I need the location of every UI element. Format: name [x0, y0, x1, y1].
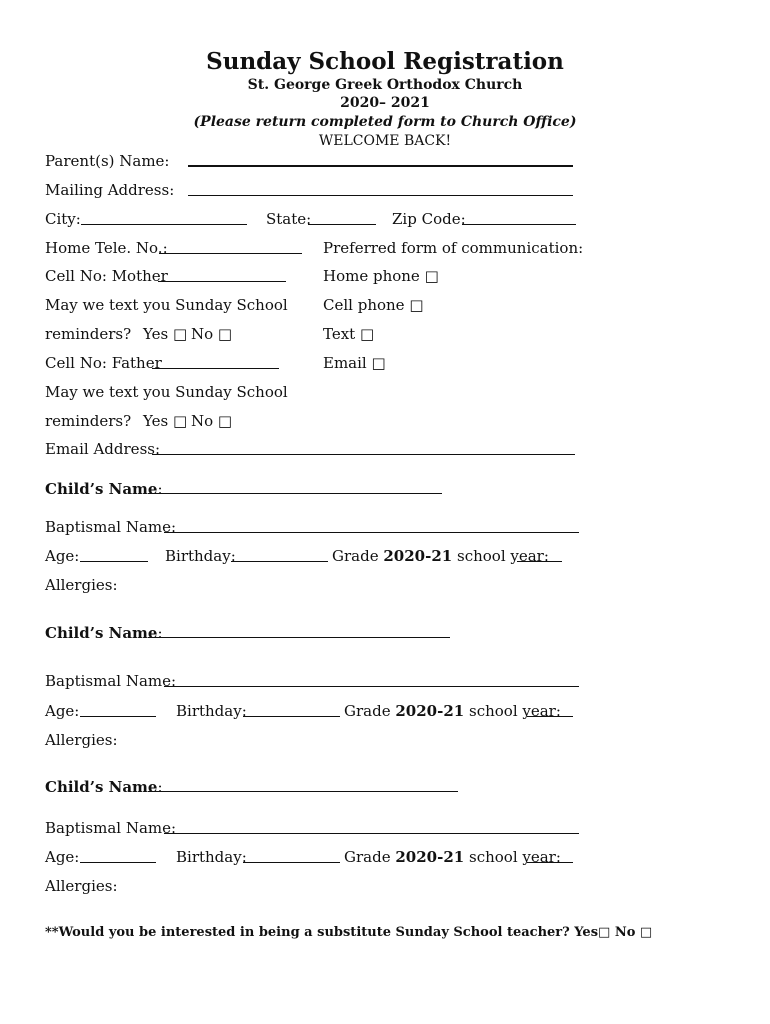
child-2-baptismal-field[interactable]	[164, 686, 579, 687]
child-3-name-label: Child’s Name:	[45, 778, 163, 796]
child-1-age-label: Age:	[45, 547, 80, 565]
reminders-label-mother: reminders?	[45, 325, 132, 343]
child-2-birthday-field[interactable]	[243, 716, 340, 717]
mailing-address-field[interactable]	[188, 195, 573, 196]
child-1-age-field[interactable]	[80, 561, 148, 562]
child-3-allergies-label: Allergies:	[45, 877, 118, 895]
state-label: State:	[266, 210, 312, 228]
text-question-mother: May we text you Sunday School	[45, 296, 288, 314]
child-3-grade-field[interactable]	[527, 862, 573, 863]
mother-yes-checkbox[interactable]: Yes □	[143, 325, 188, 343]
child-1-name-label: Child’s Name:	[45, 480, 163, 498]
child-1-birthday-label: Birthday:	[165, 547, 236, 565]
form-title: Sunday School Registration	[206, 48, 564, 75]
church-name: St. George Greek Orthodox Church	[247, 77, 523, 93]
child-1-baptismal-field[interactable]	[164, 532, 579, 533]
child-3-baptismal-label: Baptismal Name:	[45, 819, 177, 837]
text-question-father: May we text you Sunday School	[45, 383, 288, 401]
email-address-field[interactable]	[152, 454, 575, 455]
return-instruction: (Please return completed form to Church Office)	[193, 114, 577, 130]
child-1-baptismal-label: Baptismal Name:	[45, 518, 177, 536]
cell-father-field[interactable]	[152, 368, 279, 369]
school-year: 2020– 2021	[340, 95, 430, 111]
child-2-age-label: Age:	[45, 702, 80, 720]
home-tel-label: Home Tele. No.:	[45, 239, 168, 257]
parent-name-label: Parent(s) Name:	[45, 152, 170, 170]
child-3-age-label: Age:	[45, 848, 80, 866]
child-3-name-field[interactable]	[148, 791, 458, 792]
child-2-birthday-label: Birthday:	[176, 702, 247, 720]
child-2-name-field[interactable]	[148, 637, 450, 638]
cell-father-label: Cell No: Father	[45, 354, 162, 372]
child-3-age-field[interactable]	[80, 862, 156, 863]
zip-field[interactable]	[462, 224, 576, 225]
zip-label: Zip Code:	[392, 210, 466, 228]
city-label: City:	[45, 210, 81, 228]
home-tel-field[interactable]	[159, 253, 302, 254]
welcome-text: WELCOME BACK!	[318, 133, 452, 149]
substitute-teacher-question[interactable]: **Would you be interested in being a substitute Sunday School teacher? Yes□ No □	[45, 925, 653, 940]
home-phone-option[interactable]: Home phone □	[323, 267, 439, 285]
father-yes-checkbox[interactable]: Yes □	[143, 412, 188, 430]
cell-phone-option[interactable]: Cell phone □	[323, 296, 424, 314]
child-3-baptismal-field[interactable]	[164, 833, 579, 834]
child-3-birthday-label: Birthday:	[176, 848, 247, 866]
parent-name-field[interactable]	[188, 165, 573, 167]
child-2-name-label: Child’s Name:	[45, 624, 163, 642]
cell-mother-label: Cell No: Mother	[45, 267, 168, 285]
child-1-allergies-label: Allergies:	[45, 576, 118, 594]
email-option[interactable]: Email □	[323, 354, 386, 372]
child-1-grade-label: Grade 2020-21 school year:	[332, 547, 549, 565]
child-2-allergies-label: Allergies:	[45, 731, 118, 749]
child-2-baptismal-label: Baptismal Name:	[45, 672, 177, 690]
email-address-label: Email Address:	[45, 440, 161, 458]
child-2-grade-field[interactable]	[527, 716, 573, 717]
state-field[interactable]	[308, 224, 376, 225]
cell-mother-field[interactable]	[158, 281, 286, 282]
mailing-address-label: Mailing Address:	[45, 181, 175, 199]
child-1-grade-field[interactable]	[517, 561, 562, 562]
mother-no-checkbox[interactable]: No □	[191, 325, 233, 343]
child-3-birthday-field[interactable]	[243, 862, 340, 863]
text-option[interactable]: Text □	[323, 325, 375, 343]
reminders-label-father: reminders?	[45, 412, 132, 430]
city-field[interactable]	[81, 224, 247, 225]
father-no-checkbox[interactable]: No □	[191, 412, 233, 430]
child-2-grade-label: Grade 2020-21 school year:	[344, 702, 561, 720]
child-1-name-field[interactable]	[148, 493, 442, 494]
child-3-grade-label: Grade 2020-21 school year:	[344, 848, 561, 866]
child-2-age-field[interactable]	[80, 716, 156, 717]
communication-title: Preferred form of communication:	[323, 239, 584, 257]
child-1-birthday-field[interactable]	[231, 561, 328, 562]
